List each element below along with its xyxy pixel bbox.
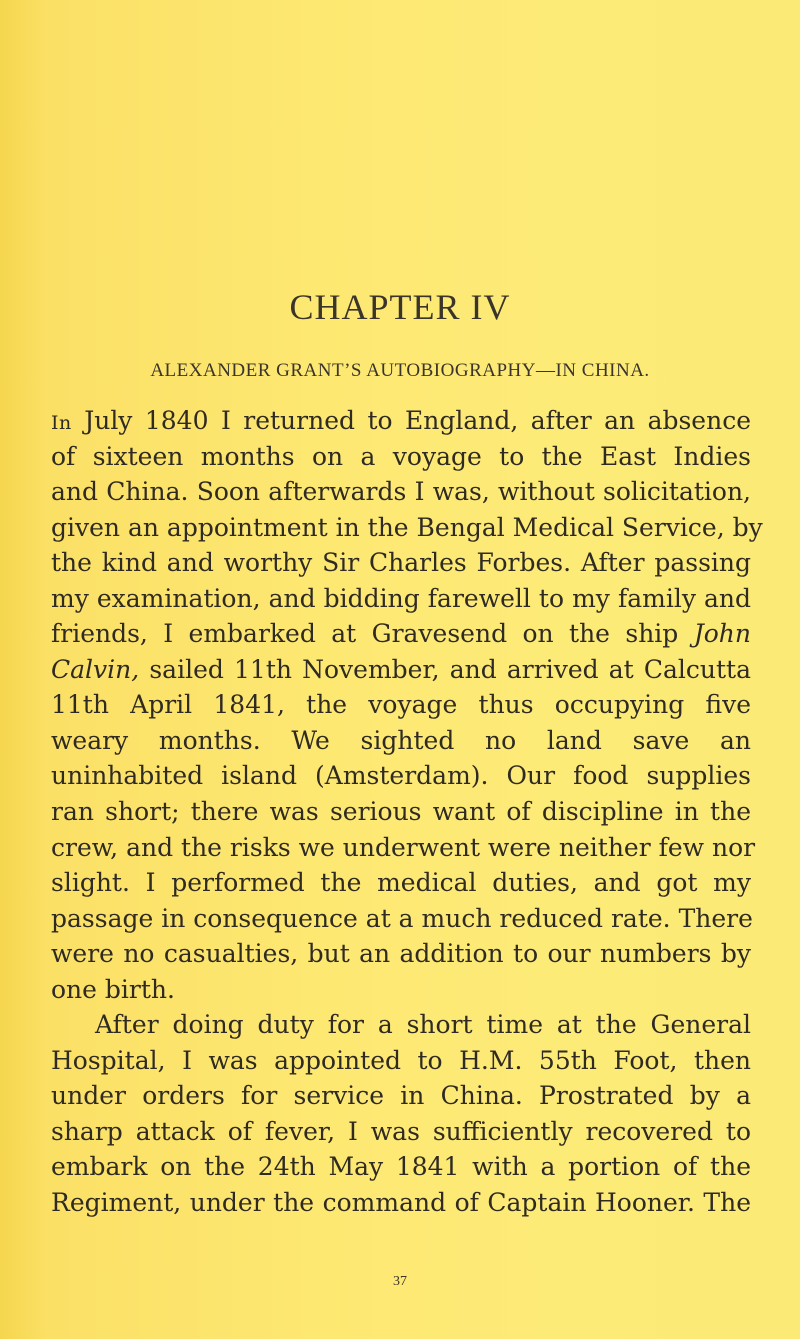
line-text: friends, I embarked at Gravesend on the ship bbox=[51, 619, 679, 649]
chapter-title: CHAPTER IV bbox=[289, 287, 511, 327]
ship-name-italic: Calvin, bbox=[51, 654, 140, 684]
text-line: my examination, and bidding farewell to my family and bbox=[51, 583, 751, 613]
text-line: slight. I performed the medical duties, and got my bbox=[51, 868, 751, 898]
text-line: uninhabited island (Amsterdam). Our food supplies bbox=[51, 761, 751, 791]
text-line: embark on the 24th May 1841 with a portion of the bbox=[51, 1152, 751, 1182]
text-line: 11th April 1841, the voyage thus occupying five bbox=[51, 690, 751, 720]
text-line: Hospital, I was appointed to H.M. 55th Foot, then bbox=[51, 1045, 751, 1075]
text-line: under orders for service in China. Prostrated by a bbox=[51, 1081, 751, 1111]
text-line: the kind and worthy Sir Charles Forbes. After passing bbox=[51, 548, 751, 578]
dropcap-small-caps: In bbox=[51, 412, 72, 434]
page-number: 37 bbox=[393, 1274, 407, 1289]
text-line: passage in consequence at a much reduced rate. There bbox=[51, 903, 753, 933]
text-line: and China. Soon afterwards I was, without solicitation, bbox=[51, 477, 751, 507]
text-line bbox=[51, 403, 751, 439]
text-line: weary months. We sighted no land save an bbox=[51, 725, 751, 755]
text-line: crew, and the risks we underwent were neither few nor bbox=[51, 832, 756, 862]
text-line: one birth. bbox=[51, 974, 175, 1004]
text-line: of sixteen months on a voyage to the East Indies bbox=[51, 441, 751, 471]
text-line bbox=[51, 616, 751, 652]
line-text: July 1840 I returned to England, after an absence bbox=[71, 406, 751, 435]
body-text bbox=[51, 403, 763, 1221]
text-line: ran short; there was serious want of discipline in the bbox=[51, 797, 751, 827]
text-line: After doing duty for a short time at the General bbox=[95, 1010, 751, 1040]
text-line: Regiment, under the command of Captain Hooner. The bbox=[51, 1188, 751, 1218]
line-text: sailed 11th November, and arrived at Calcutta bbox=[139, 654, 751, 684]
text-line: sharp attack of fever, I was sufficiently recovered to bbox=[51, 1116, 751, 1146]
text-line: were no casualties, but an addition to our numbers by bbox=[51, 939, 751, 969]
chapter-subtitle: ALEXANDER GRANT’S AUTOBIOGRAPHY—IN CHINA. bbox=[150, 360, 650, 381]
text-line bbox=[51, 652, 751, 688]
text-line: given an appointment in the Bengal Medical Service, by bbox=[51, 512, 763, 542]
ship-name-italic: John bbox=[693, 619, 751, 649]
